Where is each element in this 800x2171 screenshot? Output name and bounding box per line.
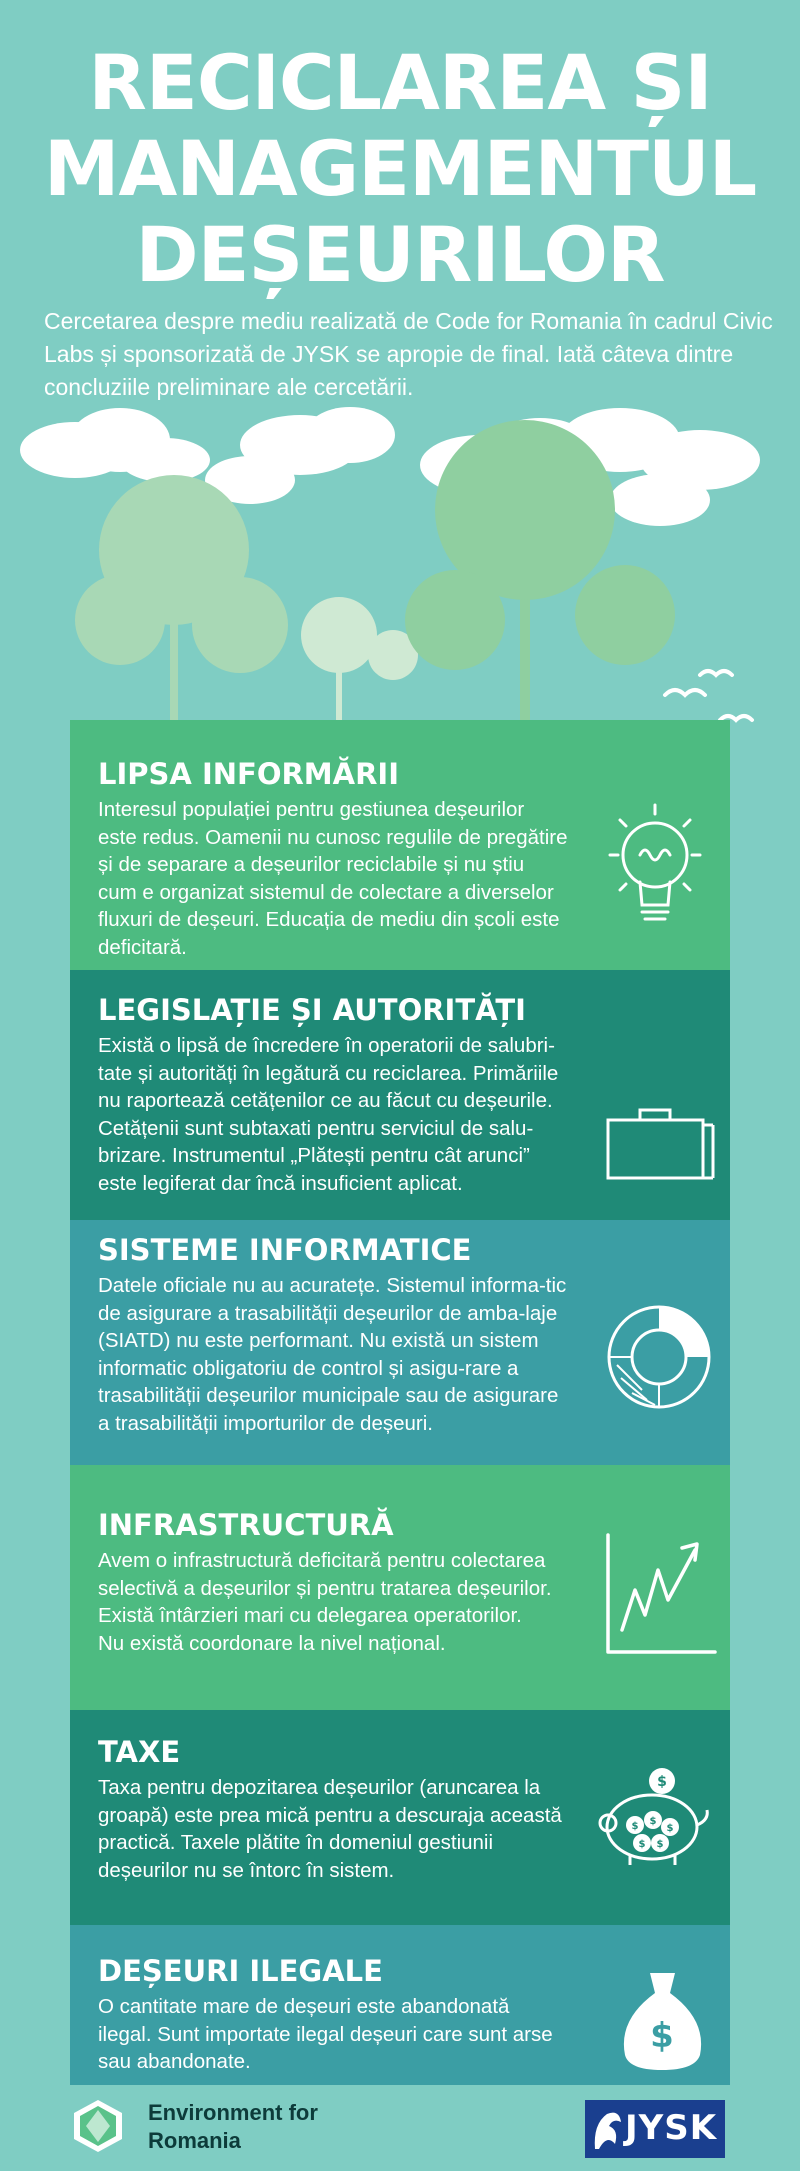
section-body: Avem o infrastructură deficitară pentru colectarea selectivă a deșeurilor și pentru tratarea deșeurilor. Există întârzieri mari cu delegarea operatorilor. Nu există coordonare la nivel național.	[98, 1549, 552, 1655]
money-bag-icon	[615, 1965, 710, 2075]
section-lipsa-informarii	[70, 720, 730, 970]
donut-chart-icon	[597, 1295, 722, 1420]
svg-text:$: $	[631, 1821, 639, 1832]
line-chart-icon	[600, 1530, 720, 1660]
title-line-3: DEȘEURILOR	[135, 210, 665, 299]
section-title: INFRASTRUCTURĂ	[98, 1508, 394, 1542]
jysk-logo	[585, 2100, 725, 2158]
svg-text:$: $	[666, 1823, 674, 1834]
section-deseuri-ilegale	[70, 1925, 730, 2085]
section-body: Există o lipsă de încredere în operatorii de salubri-tate și autorități în legătură cu reciclarea. Primăriile nu raportează cetățenilor ce au făcut cu deșeurile. Cetățenii sunt subtaxati pentru serviciul de salu-brizare. Instrumentul „Plătești pentru cât arunci” este legiferat dar încă insuficient aplicat.	[98, 1034, 559, 1195]
section-title: TAXE	[98, 1735, 181, 1769]
briefcase-icon	[605, 1105, 720, 1185]
section-body: Taxa pentru depozitarea deșeurilor (aruncarea la groapă) este prea mică pentru a descuraja această practică. Taxele plătite în domeniul gestiunii deșeurilor nu se întorc în sistem.	[98, 1776, 562, 1882]
section-body: Interesul populației pentru gestiunea deșeurilor este redus. Oamenii nu cunosc regulile de pregătire și de separare a deșeurilor reciclabile și nu știu cum e organizat sistemul de colectare a diverselor fluxuri de deșeuri. Educația de mediu din școli este deficitară.	[98, 798, 568, 959]
environment-for-romania-logo	[70, 2098, 370, 2158]
title-line-1: RECICLAREA ȘI	[88, 38, 712, 127]
bird-mark-icon	[589, 2104, 625, 2154]
logo-text-line-2: Romania	[148, 2128, 241, 2153]
svg-text:$: $	[657, 1774, 667, 1790]
section-title: LEGISLAȚIE ȘI AUTORITĂȚI	[98, 993, 526, 1027]
section-legislatie-autoritati	[70, 970, 730, 1220]
section-infrastructura	[70, 1465, 730, 1710]
section-title: DEȘEURI ILEGALE	[98, 1954, 383, 1988]
section-title: SISTEME INFORMATICE	[98, 1233, 472, 1267]
svg-text:$: $	[638, 1839, 646, 1850]
jysk-text: JYSK	[625, 2108, 718, 2148]
trees-and-clouds-illustration	[0, 400, 800, 770]
section-taxe	[70, 1710, 730, 1925]
svg-text:$: $	[656, 1839, 664, 1850]
lightbulb-icon	[600, 800, 710, 940]
section-body: Datele oficiale nu au acuratețe. Sistemul informa-tic de asigurare a trasabilității deșeurilor de amba-laje (SIATD) nu este performant. Nu există un sistem informatic obligatoriu de control și asigu-rare a trasabilității deșeurilor municipale sau de asigurare a trasabilității importurilor de deșeuri.	[98, 1274, 567, 1435]
section-sisteme-informatice	[70, 1220, 730, 1465]
section-title: LIPSA INFORMĂRII	[98, 757, 400, 791]
logo-text-line-1: Environment for	[148, 2100, 318, 2125]
hexagon-leaf-icon	[70, 2098, 126, 2154]
intro-text: Cercetarea despre mediu realizată de Code for Romania în cadrul Civic Labs și sponsorizată de JYSK se apropie de final. Iată câteva dintre concluziile preliminare ale cercetării.	[44, 308, 773, 400]
page-title	[0, 40, 800, 298]
svg-text:$: $	[649, 1816, 657, 1827]
section-body: O cantitate mare de deșeuri este abandonată ilegal. Sunt importate ilegal deșeuri care sunt arse sau abandonate.	[98, 1995, 553, 2073]
piggy-bank-icon	[590, 1765, 715, 1870]
title-line-2: MANAGEMENTUL	[43, 124, 757, 213]
svg-text:$: $	[650, 2016, 674, 2056]
